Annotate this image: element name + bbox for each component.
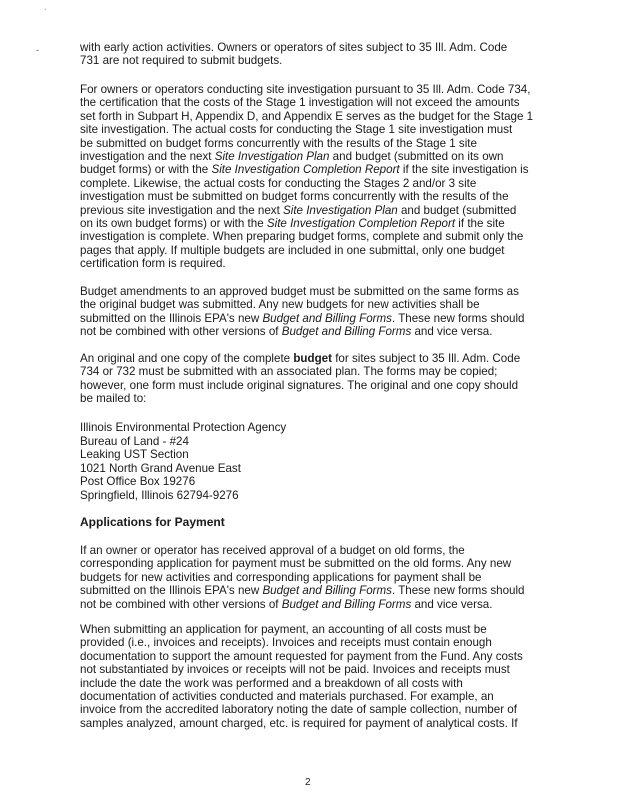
scan-mark-top: `	[44, 8, 47, 17]
paragraph-site-investigation: For owners or operators conducting site investigation pursuant to 35 Ill. Adm. Code 734, the certification that the costs of the Stage 1 investigation will not exceed the amounts set forth in Subpart H, Appendix D, and Appendix E serves as the budget for the Stage 1 site investigation. The actual costs for conducting the Stage 1 site investigation must be submitted on budget forms concurrently with the results of the Stage 1 site investigation and the next Site Investigation Plan and budget (submitted on its own budget forms) or with the Site Investigation Completion Report if the site investigation is complete. Likewise, the actual costs for conducting the Stages 2 and/or 3 site investigation must be submitted on budget forms concurrently with the results of the previous site investigation and the next Site Investigation Plan and budget (submitted on its own budget forms) or with the Site Investigation Completion Report if the site investigation is complete. When preparing budget forms, complete and submit only the pages that apply. If multiple budgets are included in one submittal, only one budget certification form is required.	[80, 83, 534, 271]
paragraph-budget-amendments: Budget amendments to an approved budget must be submitted on the same forms as the original budget was submitted. Any new budgets for new activities shall be submitted on the Illinois EPA's new Budget and Billing Forms. These new forms should not be combined with other versions of Budget and Billing Forms and vice versa.	[80, 285, 525, 339]
paragraph-original-copy: An original and one copy of the complete budget for sites subject to 35 Ill. Adm. Code 734 or 732 must be submitted with an associated plan. The forms may be copied; however, one form must include original signatures. The original and one copy should be mailed to:	[80, 352, 521, 406]
paragraph-early-action: with early action activities. Owners or operators of sites subject to 35 Ill. Adm. Code 731 are not required to submit budgets.	[80, 41, 508, 68]
paragraph-old-forms: If an owner or operator has received approval of a budget on old forms, the corresponding application for payment must be submitted on the old forms. Any new budgets for new activities and corresponding applications for payment shall be submitted on the Illinois EPA's new Budget and Billing Forms. These new forms should not be combined with other versions of Budget and Billing Forms and vice versa.	[80, 544, 525, 611]
mailing-address: Illinois Environmental Protection Agency Bureau of Land - #24 Leaking UST Section 1021 North Grand Avenue East Post Office Box 19276 Springfield, Illinois 62794-9276	[80, 421, 287, 502]
paragraph-accounting: When submitting an application for payment, an accounting of all costs must be provided (i.e., invoices and receipts). Invoices and receipts must contain enough documentation to support the amount requested for payment from the Fund. Any costs not substantiated by invoices or receipts will not be paid. Invoices and receipts must include the date the work was performed and a breakdown of all costs with documentation of activities conducted and materials purchased. For example, an invoice from the accredited laboratory noting the date of sample collection, number of samples analyzed, amount charged, etc. is required for payment of analytical costs. If	[80, 623, 523, 730]
section-heading: Applications for Payment	[80, 515, 225, 529]
page-number: 2	[305, 777, 311, 788]
scan-mark-left: -	[36, 45, 39, 55]
